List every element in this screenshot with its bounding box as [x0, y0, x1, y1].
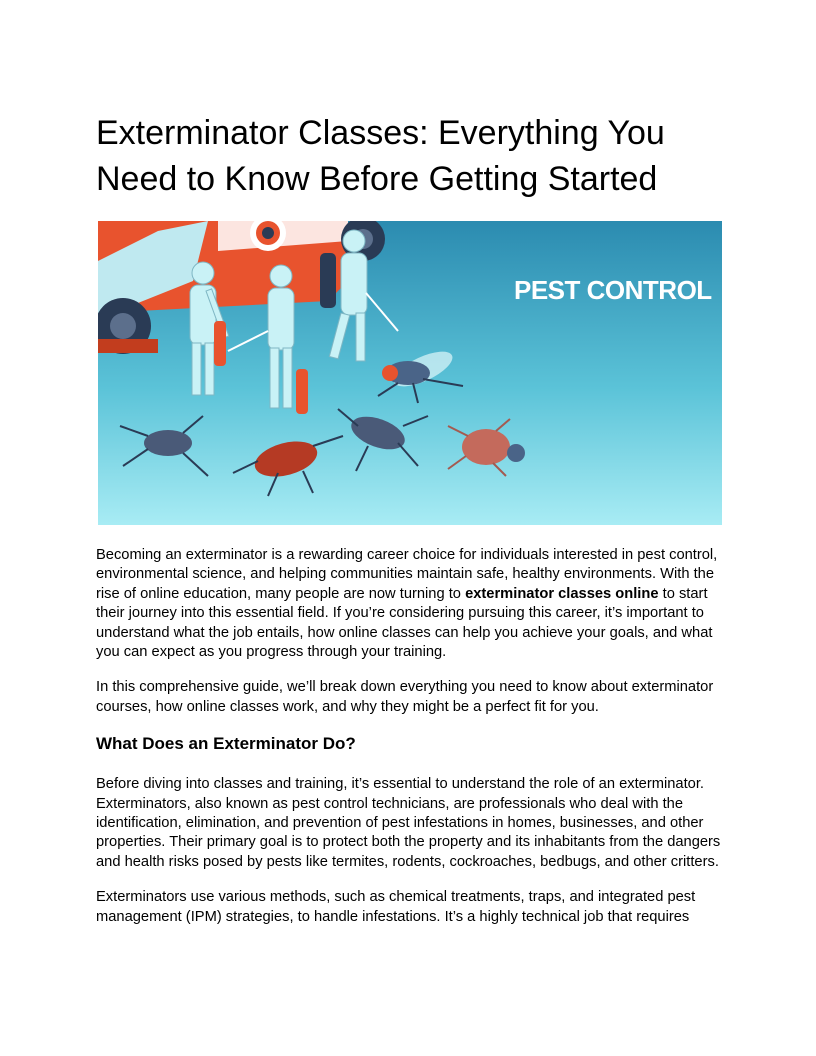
section-heading: What Does an Exterminator Do? [96, 734, 356, 754]
intro-text: Becoming an exterminator is a rewarding career choice for individuals interested in pest control, environmental science, and helping communities maintain safe, healthy environments. With the rise of online education, many people are now turning to [96, 547, 718, 602]
guide-paragraph: In this comprehensive guide, we’ll break down everything you need to know about exterminator courses, how online classes work, and why they might be a perfect fit for you. [96, 679, 714, 715]
article-header [96, 110, 726, 202]
section-paragraph: Before diving into classes and training, it’s essential to understand the role of an exterminator. Exterminators, also known as pest control technicians, are professionals who deal with the identification, elimination, and prevention of pest infestations in homes, businesses, and other properties. Their primary goal is to protect both the property and its inhabitants from the dangers and health risks posed by pests like termites, rodents, cockroaches, bedbugs, and other critters. [96, 776, 721, 870]
page-title: Exterminator Classes: Everything You Need to Know Before Getting Started [96, 114, 665, 198]
intro-paragraph [96, 546, 726, 662]
banner-text: PEST CONTROL [514, 275, 712, 305]
article-body [96, 546, 726, 943]
section-paragraph: Exterminators use various methods, such as chemical treatments, traps, and integrated pest management (IPM) strategies, to handle infestations. It’s a highly technical job that requires [96, 889, 696, 925]
intro-text-cont: to start their journey into this essential field. If you’re considering pursuing this career, it’s important to understand what the job entails, how online classes can help you achieve your goals, and what you can expect as you progress through your training. [96, 585, 713, 661]
pest-control-illustration [98, 221, 722, 525]
keyword-link: exterminator classes online [465, 585, 659, 602]
